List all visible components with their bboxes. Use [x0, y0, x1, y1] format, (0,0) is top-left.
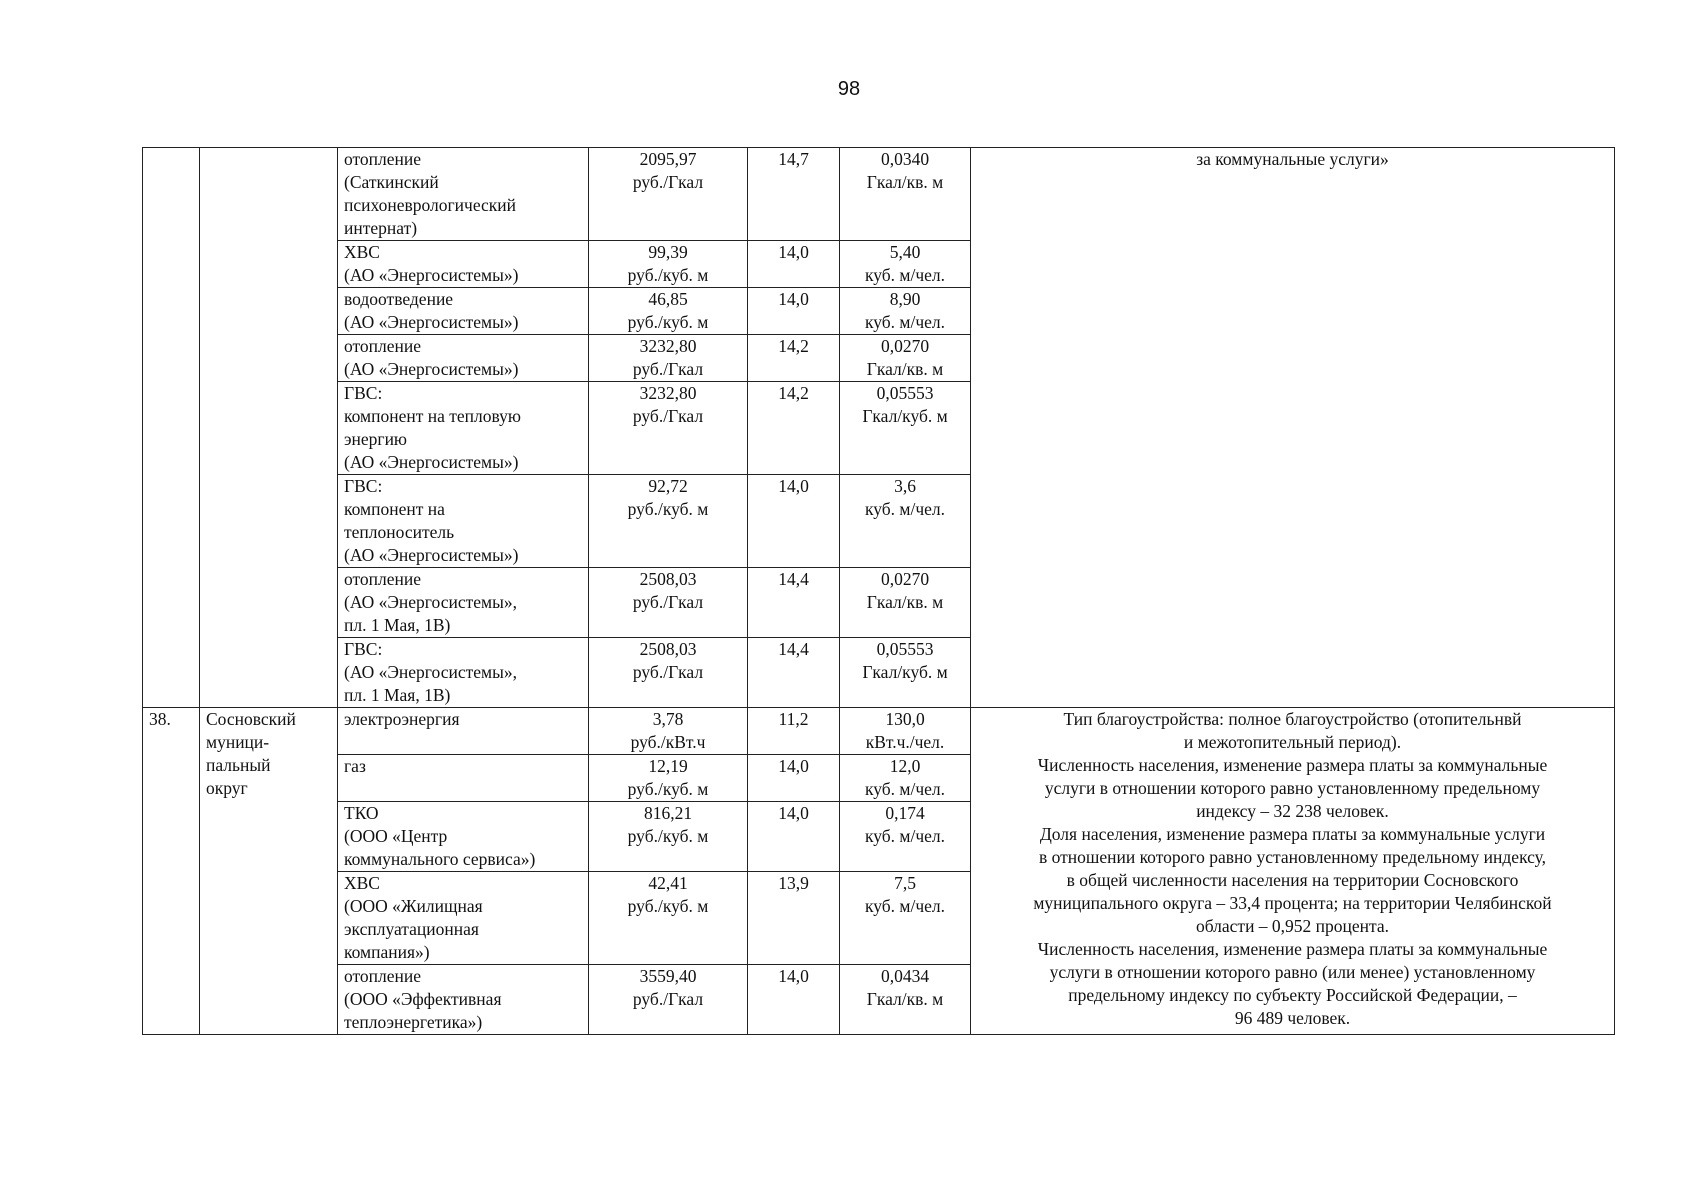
service-cell: отопление (ООО «Эффективная теплоэнергетика») — [338, 965, 589, 1035]
service-cell: электроэнергия — [338, 708, 589, 755]
tariff-table — [142, 147, 1615, 1035]
tariff-cell: 99,39 руб./куб. м — [589, 241, 748, 288]
page-number: 98 — [837, 78, 861, 100]
service-cell: отопление (Саткинский психоневрологический интернат) — [338, 148, 589, 241]
increase-cell: 14,2 — [748, 382, 840, 475]
norm-cell: 0,0340 Гкал/кв. м — [840, 148, 971, 241]
norm-cell: 8,90 куб. м/чел. — [840, 288, 971, 335]
municipality-cell: Сосновский муници- пальный округ — [200, 708, 338, 1035]
norm-cell: 0,0270 Гкал/кв. м — [840, 568, 971, 638]
increase-cell: 13,9 — [748, 872, 840, 965]
norm-cell: 3,6 куб. м/чел. — [840, 475, 971, 568]
service-cell: ТКО (ООО «Центр коммунального сервиса») — [338, 802, 589, 872]
tariff-cell: 816,21 руб./куб. м — [589, 802, 748, 872]
service-cell: ГВС: компонент на теплоноситель (АО «Энергосистемы») — [338, 475, 589, 568]
norm-cell: 5,40 куб. м/чел. — [840, 241, 971, 288]
note-cell: за коммунальные услуги» — [971, 148, 1615, 708]
service-cell: отопление (АО «Энергосистемы», пл. 1 Мая, 1В) — [338, 568, 589, 638]
service-cell: водоотведение (АО «Энергосистемы») — [338, 288, 589, 335]
number-cell: 38. — [143, 708, 200, 1035]
tariff-cell: 2095,97 руб./Гкал — [589, 148, 748, 241]
service-cell: отопление (АО «Энергосистемы») — [338, 335, 589, 382]
increase-cell: 14,0 — [748, 965, 840, 1035]
municipality-cell — [200, 148, 338, 708]
tariff-cell: 92,72 руб./куб. м — [589, 475, 748, 568]
tariff-cell: 46,85 руб./куб. м — [589, 288, 748, 335]
tariff-cell: 3232,80 руб./Гкал — [589, 335, 748, 382]
number-cell — [143, 148, 200, 708]
norm-cell: 0,05553 Гкал/куб. м — [840, 638, 971, 708]
norm-cell: 0,05553 Гкал/куб. м — [840, 382, 971, 475]
tariff-cell: 12,19 руб./куб. м — [589, 755, 748, 802]
service-cell: ХВС (ООО «Жилищная эксплуатационная компания») — [338, 872, 589, 965]
tariff-cell: 3232,80 руб./Гкал — [589, 382, 748, 475]
norm-cell: 7,5 куб. м/чел. — [840, 872, 971, 965]
increase-cell: 14,7 — [748, 148, 840, 241]
service-cell: ГВС: компонент на тепловую энергию (АО «Энергосистемы») — [338, 382, 589, 475]
tariff-cell: 2508,03 руб./Гкал — [589, 568, 748, 638]
increase-cell: 14,4 — [748, 568, 840, 638]
note-cell: Тип благоустройства: полное благоустройство (отопительнвй и межотопительный период). Численность населения, изменение размера платы за коммунальные услуги в отношении которого равно установленному предельному индексу – 32 238 человек. Доля населения, изменение размера платы за коммунальные услуги в отношении которого равно установленному предельному индексу, в общей численности населения на территории Сосновского муниципального округа – 33,4 процента; на территории Челябинской области – 0,952 процента. Численность населения, изменение размера платы за коммунальные услуги в отношении которого равно (или менее) установленному предельному индексу по субъекту Российской Федерации, – 96 489 человек. — [971, 708, 1615, 1035]
norm-cell: 0,0434 Гкал/кв. м — [840, 965, 971, 1035]
tariff-cell: 2508,03 руб./Гкал — [589, 638, 748, 708]
norm-cell: 0,0270 Гкал/кв. м — [840, 335, 971, 382]
increase-cell: 14,2 — [748, 335, 840, 382]
norm-cell: 130,0 кВт.ч./чел. — [840, 708, 971, 755]
increase-cell: 14,0 — [748, 755, 840, 802]
increase-cell: 11,2 — [748, 708, 840, 755]
increase-cell: 14,0 — [748, 475, 840, 568]
tariff-cell: 42,41 руб./куб. м — [589, 872, 748, 965]
tariff-cell: 3,78 руб./кВт.ч — [589, 708, 748, 755]
service-cell: газ — [338, 755, 589, 802]
service-cell: ХВС (АО «Энергосистемы») — [338, 241, 589, 288]
table-row — [143, 708, 1615, 755]
tariff-cell: 3559,40 руб./Гкал — [589, 965, 748, 1035]
increase-cell: 14,0 — [748, 241, 840, 288]
increase-cell: 14,0 — [748, 288, 840, 335]
service-cell: ГВС: (АО «Энергосистемы», пл. 1 Мая, 1В) — [338, 638, 589, 708]
norm-cell: 12,0 куб. м/чел. — [840, 755, 971, 802]
increase-cell: 14,0 — [748, 802, 840, 872]
increase-cell: 14,4 — [748, 638, 840, 708]
norm-cell: 0,174 куб. м/чел. — [840, 802, 971, 872]
table-row — [143, 148, 1615, 241]
